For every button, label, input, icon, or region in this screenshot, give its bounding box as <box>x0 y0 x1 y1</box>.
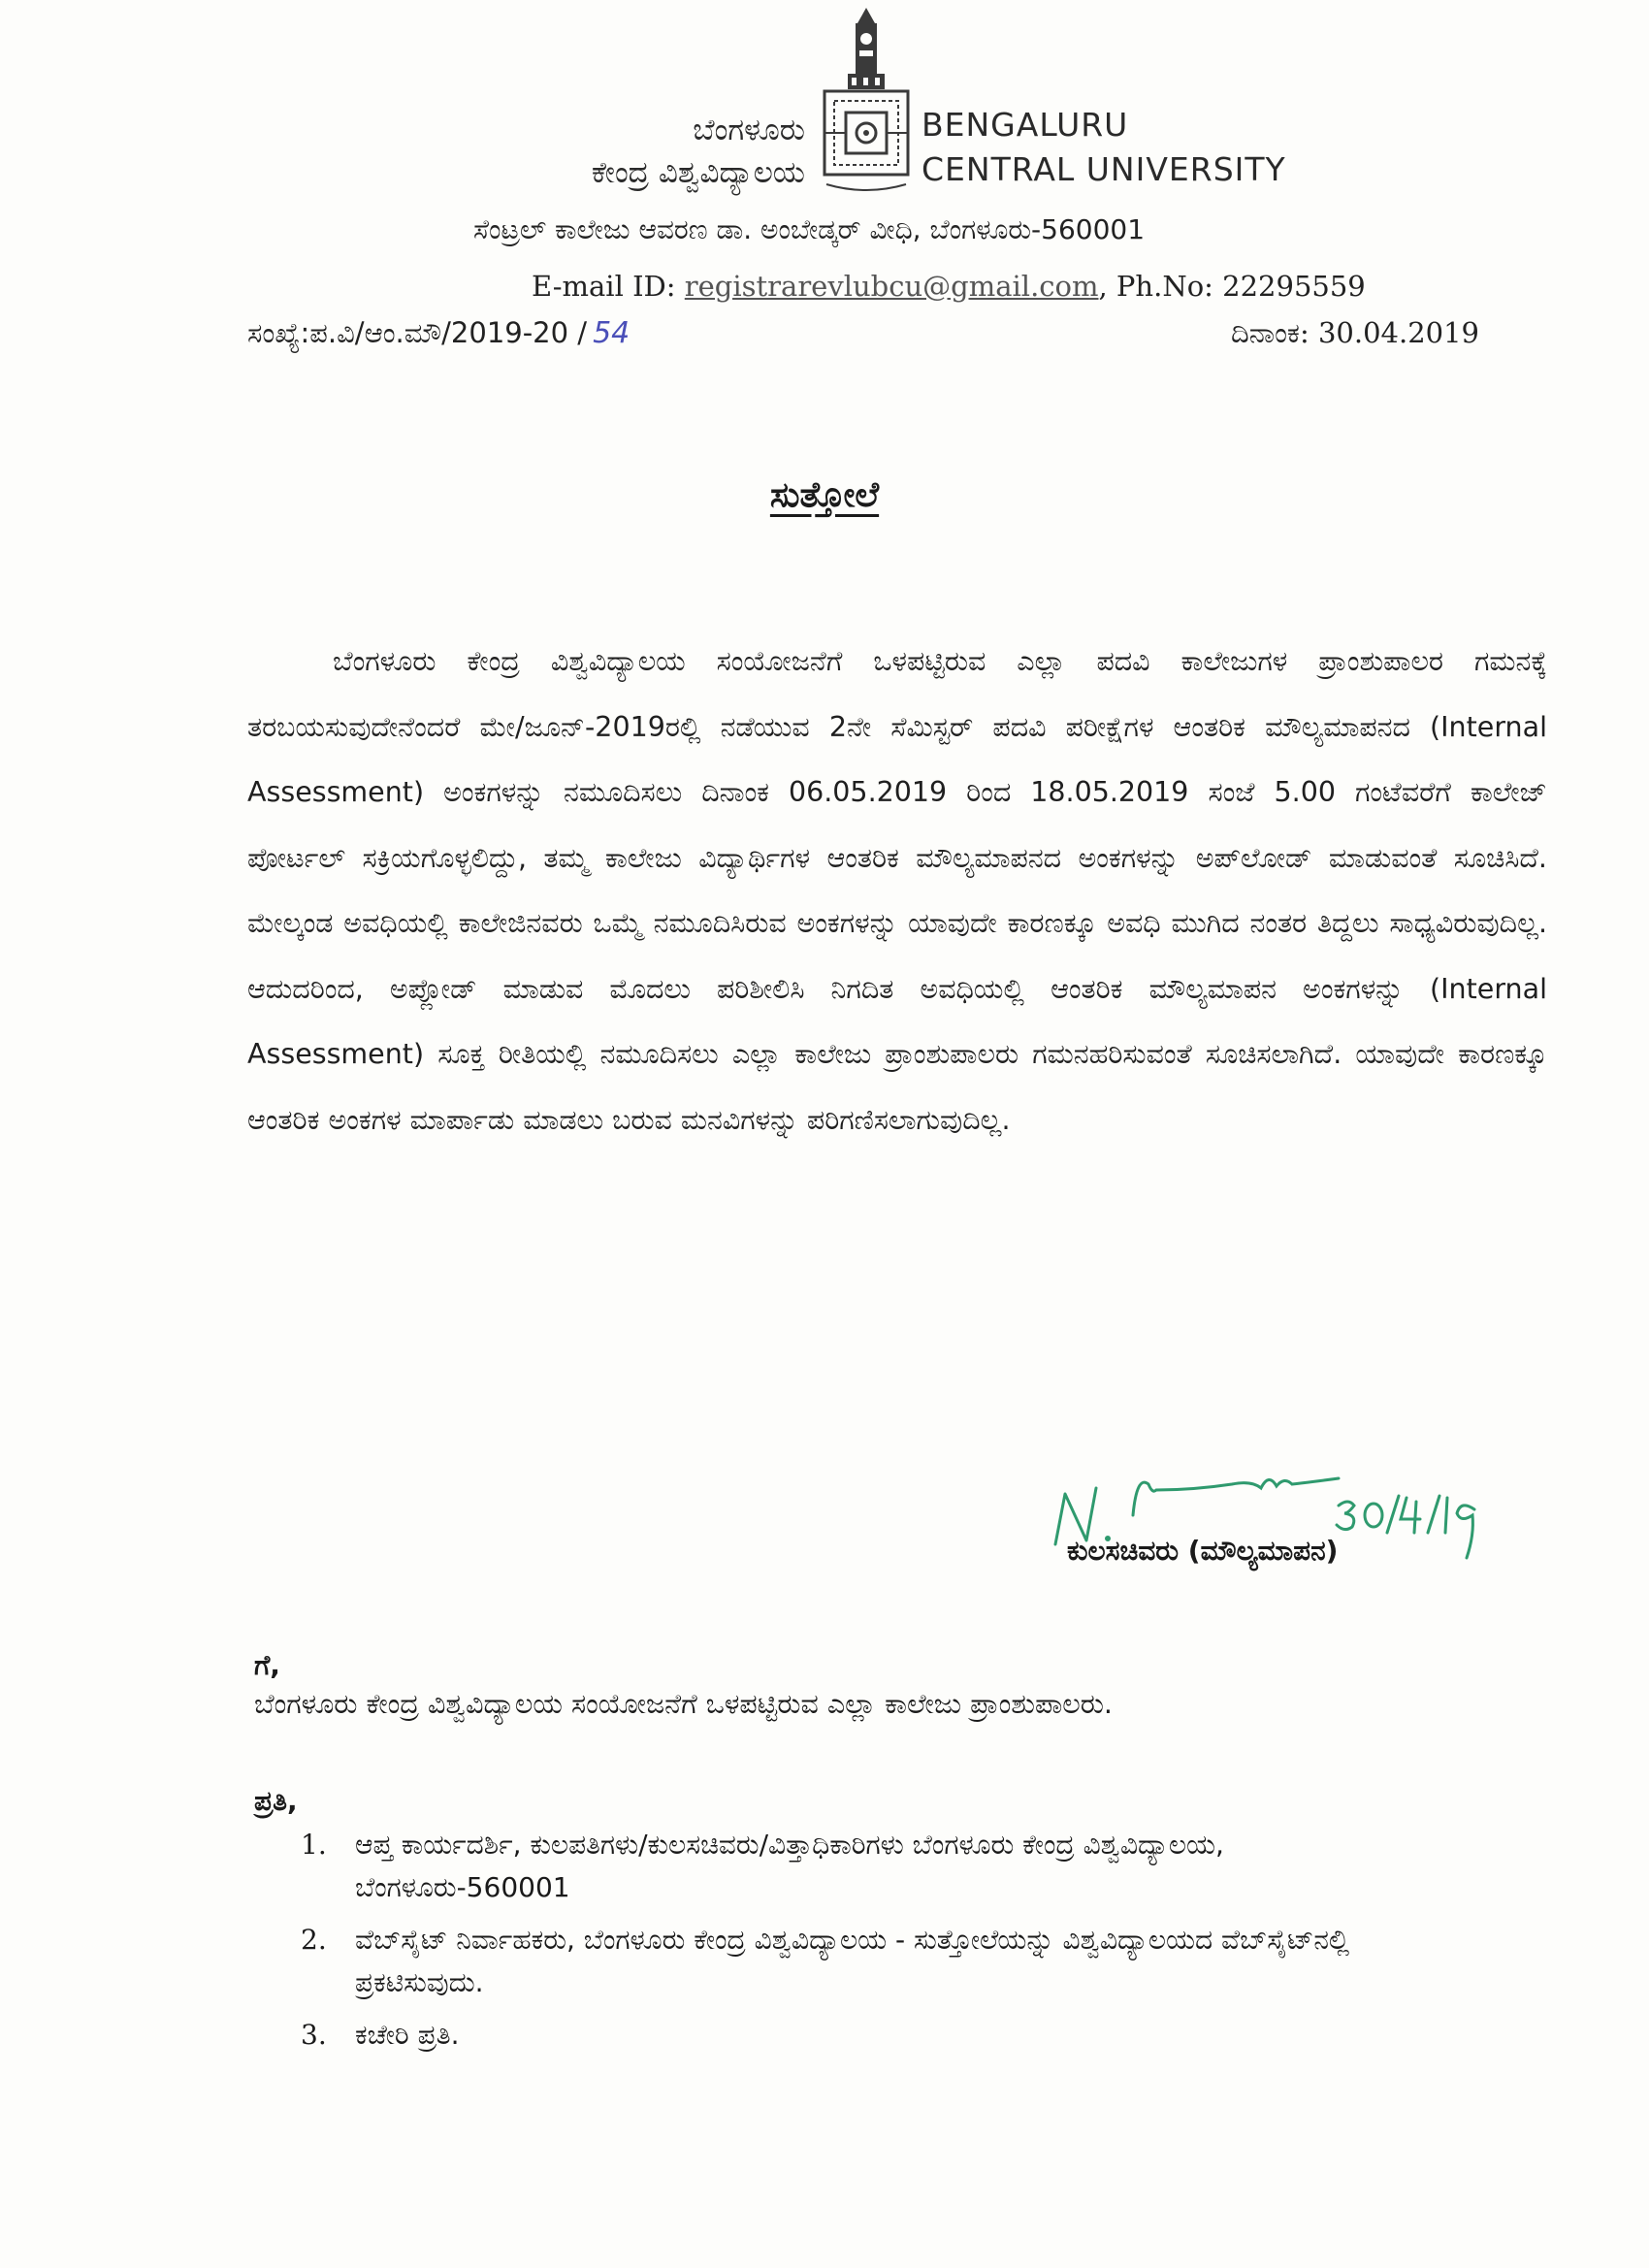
email-label: E-mail ID: <box>532 270 685 303</box>
university-logo-icon <box>813 6 920 200</box>
reference-handwritten-suffix: 54 <box>593 316 630 350</box>
list-item-number: 3. <box>301 2019 327 2051</box>
letterhead-english <box>922 103 1286 192</box>
letterhead-english-line1: BENGALURU <box>922 106 1129 144</box>
to-recipients: ಬೆಂಗಳೂರು ಕೇಂದ್ರ ವಿಶ್ವವಿದ್ಯಾಲಯ ಸಂಯೋಜನೆಗೆ ಒಳಪಟ್ಟಿರುವ ಎಲ್ಲಾ ಕಾಲೇಜು ಪ್ರಾಂಶುಪಾಲರು. <box>254 1688 1113 1720</box>
letterhead-contact <box>532 270 1366 303</box>
document-title: ಸುತ್ತೋಲೆ <box>769 475 880 515</box>
reference-date: ದಿನಾಂಕ: 30.04.2019 <box>1230 316 1479 349</box>
list-item-text: ಕಚೇರಿ ಪ್ರತಿ. <box>355 2019 460 2051</box>
letterhead-kannada <box>592 109 805 194</box>
list-item <box>301 1824 1445 1909</box>
letterhead-kannada-line2: ಕೇಂದ್ರ ವಿಶ್ವವಿದ್ಯಾಲಯ <box>591 155 805 190</box>
circular-body: ಬೆಂಗಳೂರು ಕೇಂದ್ರ ವಿಶ್ವವಿದ್ಯಾಲಯ ಸಂಯೋಜನೆಗೆ ಒಳಪಟ್ಟಿರುವ ಎಲ್ಲಾ ಪದವಿ ಕಾಲೇಜುಗಳ ಪ್ರಾಂಶುಪಾಲರ ಗಮನಕ್ಕೆ ತರಬಯಸುವುದೇನೆಂದರೆ ಮೇ/ಜೂನ್-2019ರಲ್ಲಿ ನಡೆಯುವ 2ನೇ ಸೆಮಿಸ್ಟರ್ ಪದವಿ ಪರೀಕ್ಷೆಗಳ ಆಂತರಿಕ ಮೌಲ್ಯಮಾಪನದ (Internal Assessment) ಅಂಕಗಳನ್ನು ನಮೂದಿಸಲು ದಿನಾಂಕ 06.05.2019 ರಿಂದ 18.05.2019 ಸಂಜೆ 5.00 ಗಂಟೆವರೆಗೆ ಕಾಲೇಜ್ ಪೋರ್ಟಲ್ ಸಕ್ರಿಯಗೊಳ್ಳಲಿದ್ದು, ತಮ್ಮ ಕಾಲೇಜು ವಿದ್ಯಾರ್ಥಿಗಳ ಆಂತರಿಕ ಮೌಲ್ಯಮಾಪನದ ಅಂಕಗಳನ್ನು ಅಪ್‌ಲೋಡ್ ಮಾಡುವಂತೆ ಸೂಚಿಸಿದೆ. ಮೇಲ್ಕಂಡ ಅವಧಿಯಲ್ಲಿ ಕಾಲೇಜಿನವರು ಒಮ್ಮೆ ನಮೂದಿಸಿರುವ ಅಂಕಗಳನ್ನು ಯಾವುದೇ ಕಾರಣಕ್ಕೂ ಅವಧಿ ಮುಗಿದ ನಂತರ ತಿದ್ದಲು ಸಾಧ್ಯವಿರುವುದಿಲ್ಲ. ಆದುದರಿಂದ, ಅಪ್ಲೋಡ್ ಮಾಡುವ ಮೊದಲು ಪರಿಶೀಲಿಸಿ ನಿಗದಿತ ಅವಧಿಯಲ್ಲಿ ಆಂತರಿಕ ಮೌಲ್ಯಮಾಪನ ಅಂಕಗಳನ್ನು (Internal Assessment) ಸೂಕ್ತ ರೀತಿಯಲ್ಲಿ ನಮೂದಿಸಲು ಎಲ್ಲಾ ಕಾಲೇಜು ಪ್ರಾಂಶುಪಾಲರು ಗಮನಹರಿಸುವಂತೆ ಸೂಚಿಸಲಾಗಿದೆ. ಯಾವುದೇ ಕಾರಣಕ್ಕೂ ಆಂತರಿಕ ಅಂಕಗಳ ಮಾರ್ಪಾಡು ಮಾಡಲು ಬರುವ ಮನವಿಗಳನ್ನು ಪರಿಗಣಿಸಲಾಗುವುದಿಲ್ಲ. <box>247 645 1547 1136</box>
letterhead-address: ಸೆಂಟ್ರಲ್ ಕಾಲೇಜು ಆವರಣ ಡಾ. ಅಂಬೇಡ್ಕರ್ ವೀಧಿ, ಬೆಂಗಳೂರು-560001 <box>473 213 1146 245</box>
copy-label: ಪ್ರತಿ, <box>254 1785 298 1817</box>
list-item-number: 2. <box>301 1924 327 1956</box>
email-link[interactable]: registrarevlubcu@gmail.com <box>684 270 1099 303</box>
list-item-number: 1. <box>301 1829 327 1861</box>
reference-number <box>247 316 630 350</box>
to-label: ಗೆ, <box>254 1649 280 1681</box>
letterhead-kannada-line1: ಬೆಂಗಳೂರು <box>693 113 805 147</box>
list-item <box>301 1919 1445 2004</box>
letterhead-english-line2: CENTRAL UNIVERSITY <box>922 150 1286 188</box>
list-item-text: ವೆಬ್‌ಸೈಟ್ ನಿರ್ವಾಹಕರು, ಬೆಂಗಳೂರು ಕೇಂದ್ರ ವಿಶ್ವವಿದ್ಯಾಲಯ - ಸುತ್ತೋಲೆಯನ್ನು ವಿಶ್ವವಿದ್ಯಾಲಯದ ವೆಬ್‌ಸೈಟ್‌ನಲ್ಲಿ ಪ್ರಕಟಿಸುವುದು. <box>355 1924 1350 1998</box>
phone-number: , Ph.No: 22295559 <box>1098 270 1366 303</box>
copy-list <box>301 1824 1445 2066</box>
list-item <box>301 2014 1445 2057</box>
list-item-text: ಆಪ್ತ ಕಾರ್ಯದರ್ಶಿ, ಕುಲಪತಿಗಳು/ಕುಲಸಚಿವರು/ವಿತ್ತಾಧಿಕಾರಿಗಳು ಬೆಂಗಳೂರು ಕೇಂದ್ರ ವಿಶ್ವವಿದ್ಯಾಲಯ, ಬೆಂಗಳೂರು-560001 <box>355 1829 1224 1903</box>
reference-number-text: ಸಂಖ್ಯೆ:ಪ.ವಿ/ಆಂ.ಮೌ/2019-20 / <box>247 316 588 349</box>
signatory-designation: ಕುಲಸಚಿವರು (ಮೌಲ್ಯಮಾಪನ) <box>1067 1535 1339 1567</box>
